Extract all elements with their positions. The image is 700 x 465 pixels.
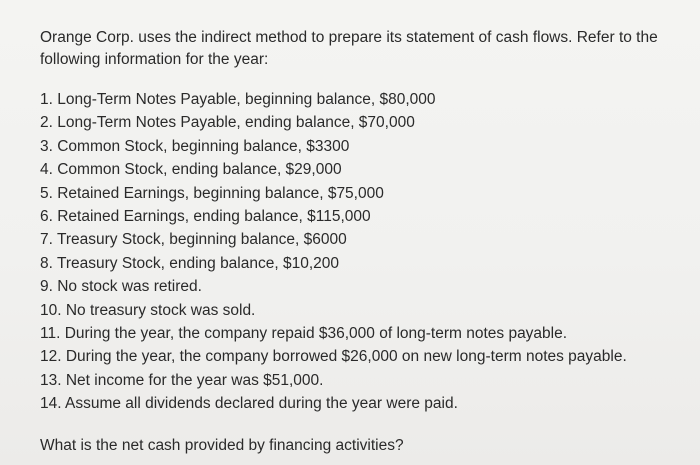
list-item: 4. Common Stock, ending balance, $29,000 [40, 161, 342, 179]
list-item: 5. Retained Earnings, beginning balance, $75,000 [40, 184, 384, 202]
list-item: 14. Assume all dividends declared during the year were paid. [40, 395, 458, 413]
list-item: 8. Treasury Stock, ending balance, $10,200 [40, 254, 340, 272]
list-item: 2. Long-Term Notes Payable, ending balance, $70,000 [40, 114, 415, 132]
list-item: 6. Retained Earnings, ending balance, $115,000 [40, 207, 371, 225]
information-list [40, 88, 627, 415]
intro-line-1: Orange Corp. uses the indirect method to prepare its statement of cash flows. Refer to the [40, 29, 658, 46]
list-item: 12. During the year, the company borrowed $26,000 on new long-term notes payable. [40, 348, 627, 366]
list-item: 7. Treasury Stock, beginning balance, $6000 [40, 231, 347, 249]
list-item: 3. Common Stock, beginning balance, $3300 [40, 137, 350, 155]
list-item: 1. Long-Term Notes Payable, beginning balance, $80,000 [40, 91, 436, 108]
problem-intro [40, 27, 680, 71]
list-item: 13. Net income for the year was $51,000. [40, 371, 324, 389]
list-item: 10. No treasury stock was sold. [40, 301, 256, 319]
list-item: 11. During the year, the company repaid $36,000 of long-term notes payable. [40, 324, 568, 342]
intro-line-2: following information for the year: [40, 51, 269, 68]
list-item: 9. No stock was retired. [40, 278, 202, 296]
question-text: What is the net cash provided by financing activities? [40, 437, 404, 454]
